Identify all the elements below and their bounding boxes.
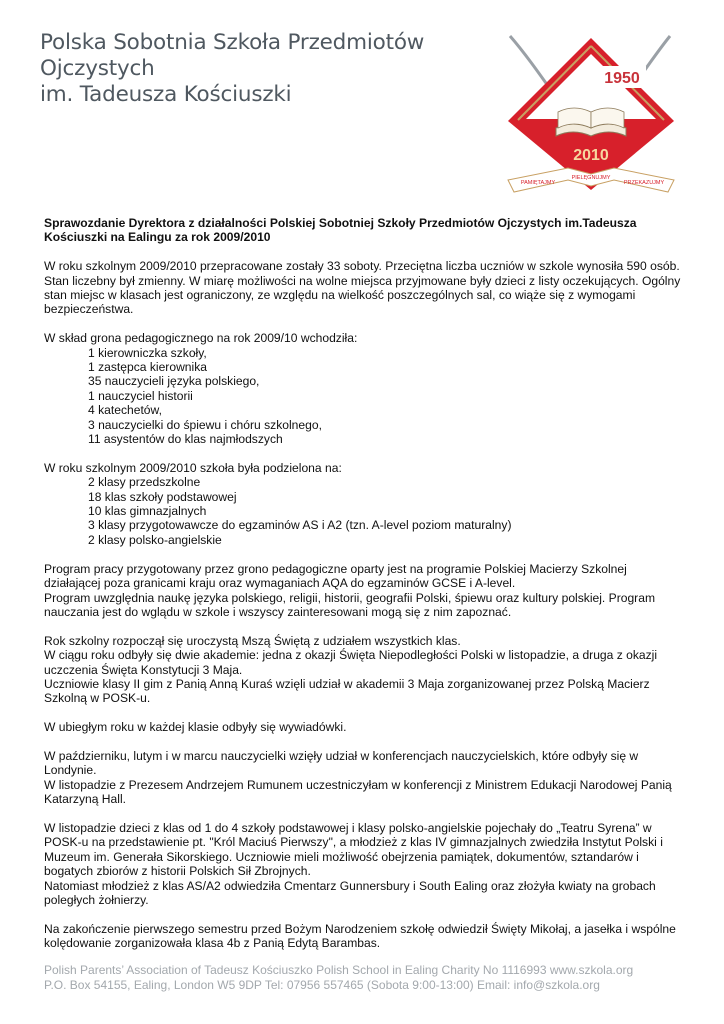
conferences-line-1: W październiku, lutym i w marcu nauczycielki wzięły udział w konferencjach nauczycielskich, które odbyły się w Londynie. bbox=[44, 748, 639, 778]
list-item: 1 nauczyciel historii bbox=[88, 388, 193, 403]
list-item: 3 nauczycielki do śpiewu i chóru szkolnego, bbox=[88, 417, 322, 432]
staff-list bbox=[44, 346, 684, 447]
footer-line-1: Polish Parents’ Association of Tadeusz Kościuszko Polish School in Ealing Charity No 1116993 www.szkola.org bbox=[44, 963, 634, 977]
list-item: 3 klasy przygotowawcze do egzaminów AS i A2 (tzn. A-level poziom maturalny) bbox=[88, 518, 512, 533]
school-name-line2: im. Tadeusza Kościuszki bbox=[40, 82, 292, 107]
list-item: 1 zastępca kierownika bbox=[88, 360, 207, 375]
list-item: 2 klasy polsko-angielskie bbox=[88, 532, 222, 547]
report-heading: Sprawozdanie Dyrektora z działalności Polskiej Sobotniej Szkoły Przedmiotów Ojczystych im.Tadeusza Kościuszki na Ealingu za rok 2009/2010 bbox=[44, 216, 637, 245]
classes-intro: W roku szkolnym 2009/2010 szkoła była podzielona na: bbox=[44, 460, 342, 475]
program-line-2: Program uwzględnia naukę języka polskiego, religii, historii, geografii Polski, śpiewu oraz kultury polskiej. Program nauczania jest do wglądu w szkole i wszyscy zainteresowani mogą się z nim zapoznać. bbox=[44, 590, 656, 619]
list-item: 11 asystentów do klas najmłodszych bbox=[88, 432, 283, 447]
logo-banner-right: PRZEKAZUJMY bbox=[623, 180, 665, 186]
paragraph-program bbox=[44, 562, 684, 620]
report-body bbox=[44, 216, 684, 965]
page-footer bbox=[44, 963, 684, 993]
paragraph-events bbox=[44, 634, 684, 706]
school-name bbox=[40, 30, 510, 108]
events-line-3: Uczniowie klasy II gim z Panią Anną Kuraś wzięli udział w akademii 3 Maja zorganizowanej przez Polską Macierz Szkolną w POSK-u. bbox=[44, 676, 650, 706]
staff-intro: W skład grona pedagogicznego na rok 2009/10 wchodziła: bbox=[44, 331, 358, 346]
events-line-2: W ciągu roku odbyły się dwie akademie: jedna z okazji Święta Niepodległości Polski w listopadzie, a druga z okazji uczczenia Święta Konstytucji 3 Maja. bbox=[44, 648, 658, 677]
paragraph-conferences bbox=[44, 749, 684, 807]
logo-banner-left: PAMIĘTAJMY bbox=[520, 180, 556, 186]
logo-banner-center: PIELĘGNUJMY bbox=[571, 175, 611, 181]
logo-year-bottom: 2010 bbox=[573, 147, 609, 164]
footer-line-2: P.O. Box 54155, Ealing, London W5 9DP Tel: 07956 557465 (Sobota 9:00-13:00) Email: info@szkola.org bbox=[44, 978, 600, 992]
paragraph-christmas: Na zakończenie pierwszego semestru przed Bożym Narodzeniem szkołę odwiedził Święty Mikołaj, a jasełka i wspólne kolędowanie zorganizowała klasa 4b z Panią Edytą Barambas. bbox=[44, 921, 676, 951]
program-line-1: Program pracy przygotowany przez grono pedagogiczne oparty jest na programie Polskiej Macierzy Szkolnej działającej poza granicami kraju oraz wymaganiach AQA do egzaminów GCSE i A-level. bbox=[44, 561, 627, 591]
logo-year-top: 1950 bbox=[604, 70, 640, 87]
classes-list bbox=[44, 475, 684, 547]
list-item: 10 klas gimnazjalnych bbox=[88, 504, 207, 519]
conferences-line-2: W listopadzie z Prezesem Andrzejem Rumunem uczestniczyłam w konferencji z Ministrem Edukacji Narodowej Panią Katarzyną Hall. bbox=[44, 777, 672, 807]
trips-line-1: W listopadzie dzieci z klas od 1 do 4 szkoły podstawowej i klasy polsko-angielskie pojechały do „Teatru Syrena” w POSK-u na przedstawienie pt. "Król Maciuś Pierwszy", a młodzież z klas IV gimnazjalnych zwiedziła Instytut Polski i Muzeum im. Generała Sikorskiego. Uczniowie mieli możliwość obejrzenia pamiątek, dokumentów, sztandarów i bogatych zbiorów z historii Polskich Sił Zbrojnych. bbox=[44, 820, 663, 879]
events-line-1: Rok szkolny rozpoczął się uroczystą Mszą Świętą z udziałem wszystkich klas. bbox=[44, 633, 461, 648]
paragraph-meetings: W ubiegłym roku w każdej klasie odbyły się wywiadówki. bbox=[44, 720, 347, 735]
list-item: 18 klas szkoły podstawowej bbox=[88, 489, 237, 504]
list-item: 4 katechetów, bbox=[88, 403, 162, 418]
school-logo bbox=[498, 28, 684, 204]
list-item: 1 kierowniczka szkoły, bbox=[88, 345, 207, 360]
school-name-line1: Polska Sobotnia Szkoła Przedmiotów Ojczystych bbox=[40, 30, 425, 81]
trips-line-2: Natomiast młodzież z klas AS/A2 odwiedziła Cmentarz Gunnersbury i South Ealing oraz złożyła kwiaty na grobach poległych żołnierzy. bbox=[44, 878, 656, 907]
list-item: 35 nauczycieli języka polskiego, bbox=[88, 374, 260, 389]
paragraph-trips bbox=[44, 821, 684, 907]
list-item: 2 klasy przedszkolne bbox=[88, 475, 201, 490]
paragraph-attendance: W roku szkolnym 2009/2010 przepracowane zostały 33 soboty. Przeciętna liczba uczniów w szkole wynosiła 590 osób. Stan liczebny był zmienny. W miarę możliwości na wolne miejsca przyjmowane były dzieci z listy oczekujących. Ogólny stan miejsc w klasach jest ograniczony, ze względu na wielkość poszczególnych sal, co wiąże się z wymogami bezpieczeństwa. bbox=[44, 259, 681, 317]
